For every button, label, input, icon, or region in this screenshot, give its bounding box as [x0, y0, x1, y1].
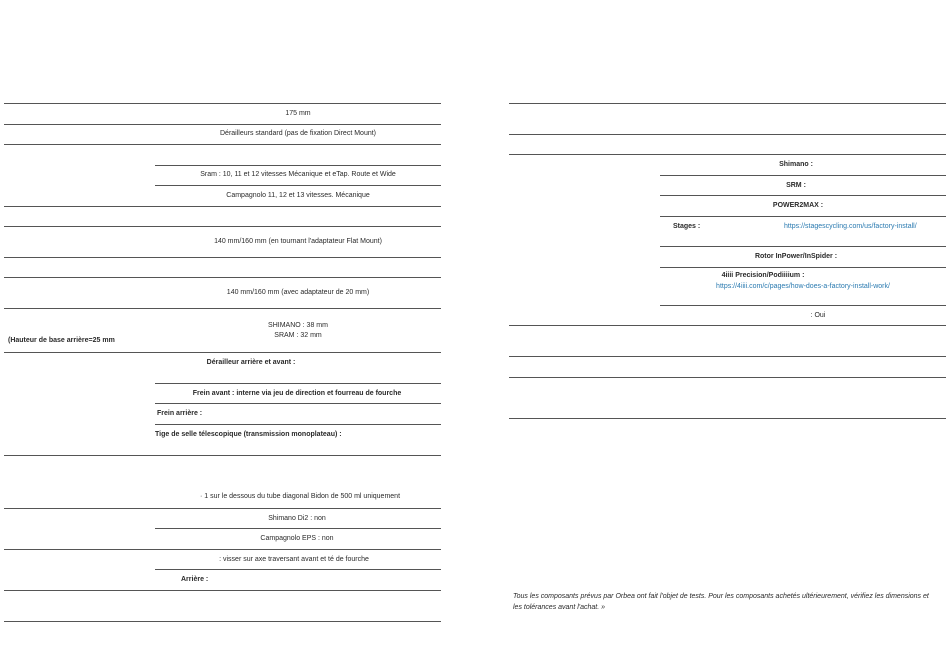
stages-link[interactable]: https://stagescycling.com/us/factory-install/: [784, 223, 917, 230]
base-height-label: (Hauteur de base arrière=25 mm: [8, 337, 115, 344]
rule: [4, 308, 441, 309]
rule: [509, 103, 946, 104]
rule: [155, 383, 441, 384]
oui-value: : Oui: [810, 312, 826, 319]
rule: [509, 356, 946, 357]
rule: [4, 590, 441, 591]
rule: [4, 455, 441, 456]
rotor-flat-mount-value: 140 mm/160 mm (en tournant l'adaptateur Flat Mount): [214, 238, 382, 245]
rule: [155, 569, 441, 570]
campagnolo-compat-value: Campagnolo 11, 12 et 13 vitesses. Mécanique: [226, 192, 370, 199]
srm-label: SRM :: [786, 182, 806, 189]
rule: [4, 206, 441, 207]
rule: [155, 185, 441, 186]
4iiii-link[interactable]: https://4iiii.com/c/pages/how-does-a-factory-install-work/: [716, 283, 890, 290]
footnote: Tous les composants prévus par Orbea ont fait l'objet de tests. Pour les composants achetés ultérieurement, vérifiez les dimensions et les tolérances avant l'achat. »: [513, 593, 929, 611]
sram-height-value: SRAM : 32 mm: [274, 332, 322, 339]
rule: [155, 165, 441, 166]
campagnolo-eps-value: Campagnolo EPS : non: [260, 535, 334, 542]
rule: [660, 267, 946, 268]
power2max-label: POWER2MAX :: [772, 202, 824, 209]
shimano-di2-value: Shimano Di2 : non: [268, 515, 326, 522]
rotor-adapter-value: 140 mm/160 mm (avec adaptateur de 20 mm): [226, 289, 370, 296]
rule: [4, 257, 441, 258]
rule: [4, 621, 441, 622]
rule: [660, 195, 946, 196]
dropper-post-label: Tige de selle télescopique (transmission monoplateau) :: [155, 431, 342, 438]
shimano-height-value: SHIMANO : 38 mm: [268, 322, 328, 329]
rule: [660, 305, 946, 306]
rule: [509, 418, 946, 419]
rule: [509, 134, 946, 135]
rule: [509, 377, 946, 378]
rule: [509, 325, 946, 326]
rule: [4, 352, 441, 353]
rule: [155, 424, 441, 425]
stages-label: Stages :: [673, 223, 701, 230]
rule: [4, 103, 441, 104]
rule: [660, 216, 946, 217]
rule: [4, 124, 441, 125]
rule: [4, 549, 441, 550]
rule: [155, 403, 441, 404]
crank-length-value: 175 mm: [285, 110, 311, 117]
sram-compat-value: Sram : 10, 11 et 12 vitesses Mécanique et eTap. Route et Wide: [200, 171, 396, 178]
rear-brake-label: Frein arrière :: [157, 410, 203, 417]
thru-axle-value: : visser sur axe traversant avant et té de fourche: [219, 556, 369, 563]
rule: [509, 154, 946, 155]
rule: [155, 528, 441, 529]
shimano-power-label: Shimano :: [779, 161, 813, 168]
rule: [4, 226, 441, 227]
rule: [4, 277, 441, 278]
derailleur-front-rear-label: Dérailleur arrière et avant :: [206, 359, 296, 366]
rotor-label: Rotor InPower/InSpider :: [754, 253, 838, 260]
derailleur-standard-value: Dérailleurs standard (pas de fixation Direct Mount): [219, 130, 377, 137]
rule: [660, 175, 946, 176]
rule: [4, 508, 441, 509]
rule: [660, 246, 946, 247]
rear-label: Arrière :: [181, 576, 209, 583]
rule: [4, 144, 441, 145]
4iiii-label: 4iiii Precision/Podiiiium :: [721, 272, 805, 279]
bottle-mount-value: · 1 sur le dessous du tube diagonal Bidon de 500 ml uniquement: [199, 493, 401, 500]
front-brake-label: Frein avant : interne via jeu de direction et fourreau de fourche: [192, 390, 402, 397]
